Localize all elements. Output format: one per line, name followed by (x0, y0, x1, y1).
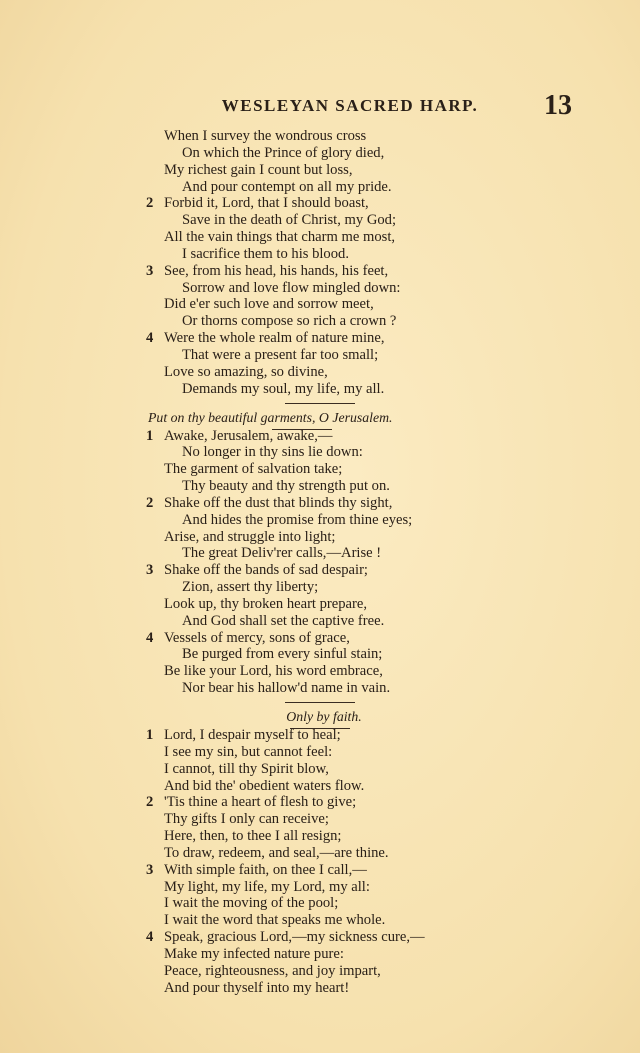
stanza-number: 3 (146, 262, 154, 279)
verse-text: The garment of salvation take; (164, 461, 343, 478)
verse-text: Zion, assert thy liberty; (182, 579, 319, 596)
verse-line (0, 680, 640, 697)
verse-line (0, 613, 640, 630)
verse-text: Shake off the bands of sad despair; (164, 562, 368, 579)
verse-line (0, 811, 640, 828)
verse-line (0, 128, 640, 145)
verse-text: And bid the' obedient waters flow. (164, 777, 365, 794)
hymn-awake-jerusalem (0, 428, 640, 698)
verse-text: All the vain things that charm me most, (164, 229, 396, 246)
verse-text: Arise, and struggle into light; (164, 528, 336, 545)
verse-text: Or thorns compose so rich a crown ? (182, 313, 397, 330)
verse-text: Look up, thy broken heart prepare, (164, 595, 368, 612)
verse-line (0, 794, 640, 811)
verse-text: With simple faith, on thee I call,— (164, 861, 367, 878)
verse-text: I cannot, till thy Spirit blow, (164, 760, 329, 777)
verse-text: My light, my life, my Lord, my all: (164, 878, 370, 895)
stanza-number: 2 (146, 794, 154, 811)
verse-line (0, 596, 640, 613)
verse-text: To draw, redeem, and seal,—are thine. (164, 844, 389, 861)
hymn-title: Only by faith. (0, 707, 640, 727)
verse-line (0, 744, 640, 761)
verse-text: Be like your Lord, his word embrace, (164, 663, 383, 680)
verse-line (0, 980, 640, 997)
verse-text: 'Tis thine a heart of flesh to give; (164, 794, 357, 811)
verse-text: Make my infected nature pure: (164, 945, 344, 962)
verse-line (0, 646, 640, 663)
verse-text: I sacrifice them to his blood. (182, 245, 349, 262)
hymn-only-by-faith (0, 727, 640, 997)
verse-line (0, 630, 640, 647)
verse-text: Be purged from every sinful stain; (182, 646, 383, 663)
verse-text: Here, then, to thee I all resign; (164, 828, 342, 845)
verse-text: Thy gifts I only can receive; (164, 811, 329, 828)
verse-text: Shake off the dust that blinds thy sight, (164, 494, 393, 511)
verse-line (0, 428, 640, 445)
verse-text: Save in the death of Christ, my God; (182, 212, 397, 229)
verse-text: The great Deliv'rer calls,—Arise ! (182, 545, 382, 562)
verse-line (0, 478, 640, 495)
verse-text: My richest gain I count but loss, (164, 161, 353, 178)
verse-text: Nor bear his hallow'd name in vain. (182, 680, 391, 697)
stanza-number: 3 (146, 562, 154, 579)
verse-line (0, 179, 640, 196)
verse-text: Speak, gracious Lord,—my sickness cure,— (164, 929, 425, 946)
verse-line (0, 895, 640, 912)
verse-text: Lord, I despair myself to heal; (164, 727, 341, 743)
verse-text: Vessels of mercy, sons of grace, (164, 629, 350, 646)
stanza-number: 3 (146, 861, 154, 878)
verse-line (0, 963, 640, 980)
verse-line (0, 579, 640, 596)
verse-line (0, 145, 640, 162)
hymn-when-i-survey (0, 128, 640, 398)
verse-line (0, 280, 640, 297)
verse-line (0, 761, 640, 778)
page-body (0, 128, 640, 997)
verse-line (0, 381, 640, 398)
verse-line (0, 545, 640, 562)
verse-text: No longer in thy sins lie down: (182, 444, 363, 461)
stanza-number: 2 (146, 195, 154, 212)
verse-text: On which the Prince of glory died, (182, 144, 385, 161)
verse-line (0, 330, 640, 347)
verse-line (0, 946, 640, 963)
verse-text: Forbid it, Lord, that I should boast, (164, 195, 369, 212)
page-number: 13 (544, 90, 572, 121)
section-divider (0, 398, 640, 408)
verse-line (0, 246, 640, 263)
verse-line (0, 212, 640, 229)
verse-text: I see my sin, but cannot feel: (164, 743, 333, 760)
verse-line (0, 862, 640, 879)
verse-text: And God shall set the captive free. (182, 612, 385, 629)
verse-line (0, 162, 640, 179)
verse-line (0, 444, 640, 461)
section-divider (0, 697, 640, 707)
verse-line (0, 313, 640, 330)
verse-text: Thy beauty and thy strength put on. (182, 478, 390, 495)
verse-line (0, 845, 640, 862)
verse-line (0, 828, 640, 845)
stanza-number: 2 (146, 494, 154, 511)
hymn-title: Put on thy beautiful garments, O Jerusalem. (0, 408, 640, 428)
verse-text: Demands my soul, my life, my all. (182, 380, 385, 397)
running-title: WESLEYAN SACRED HARP. (221, 96, 479, 115)
verse-line (0, 879, 640, 896)
verse-line (0, 195, 640, 212)
verse-line (0, 562, 640, 579)
verse-text: That were a present far too small; (182, 346, 379, 363)
verse-text: Awake, Jerusalem, awake,— (164, 427, 333, 444)
verse-text: See, from his head, his hands, his feet, (164, 262, 389, 279)
verse-text: And pour contempt on all my pride. (182, 178, 392, 195)
verse-text: Love so amazing, so divine, (164, 363, 328, 380)
verse-line (0, 495, 640, 512)
verse-line (0, 296, 640, 313)
verse-text: Peace, righteousness, and joy impart, (164, 962, 381, 979)
verse-text: And pour thyself into my heart! (164, 979, 350, 996)
verse-line (0, 229, 640, 246)
verse-line (0, 512, 640, 529)
stanza-number: 4 (146, 929, 154, 946)
verse-line (0, 529, 640, 546)
verse-text: When I survey the wondrous cross (164, 128, 367, 144)
stanza-number: 4 (146, 330, 154, 347)
verse-line (0, 347, 640, 364)
verse-text: And hides the promise from thine eyes; (182, 511, 413, 528)
verse-text: I wait the moving of the pool; (164, 895, 339, 912)
verse-line (0, 461, 640, 478)
verse-text: Did e'er such love and sorrow meet, (164, 296, 374, 313)
verse-line (0, 663, 640, 680)
verse-text: Sorrow and love flow mingled down: (182, 279, 401, 296)
verse-text: I wait the word that speaks me whole. (164, 912, 386, 929)
verse-line (0, 778, 640, 795)
verse-text: Were the whole realm of nature mine, (164, 330, 385, 347)
verse-line (0, 727, 640, 744)
stanza-number: 1 (146, 727, 154, 743)
verse-line (0, 263, 640, 280)
verse-line (0, 364, 640, 381)
verse-line (0, 912, 640, 929)
stanza-number: 4 (146, 629, 154, 646)
verse-line (0, 929, 640, 946)
stanza-number: 1 (146, 427, 154, 444)
